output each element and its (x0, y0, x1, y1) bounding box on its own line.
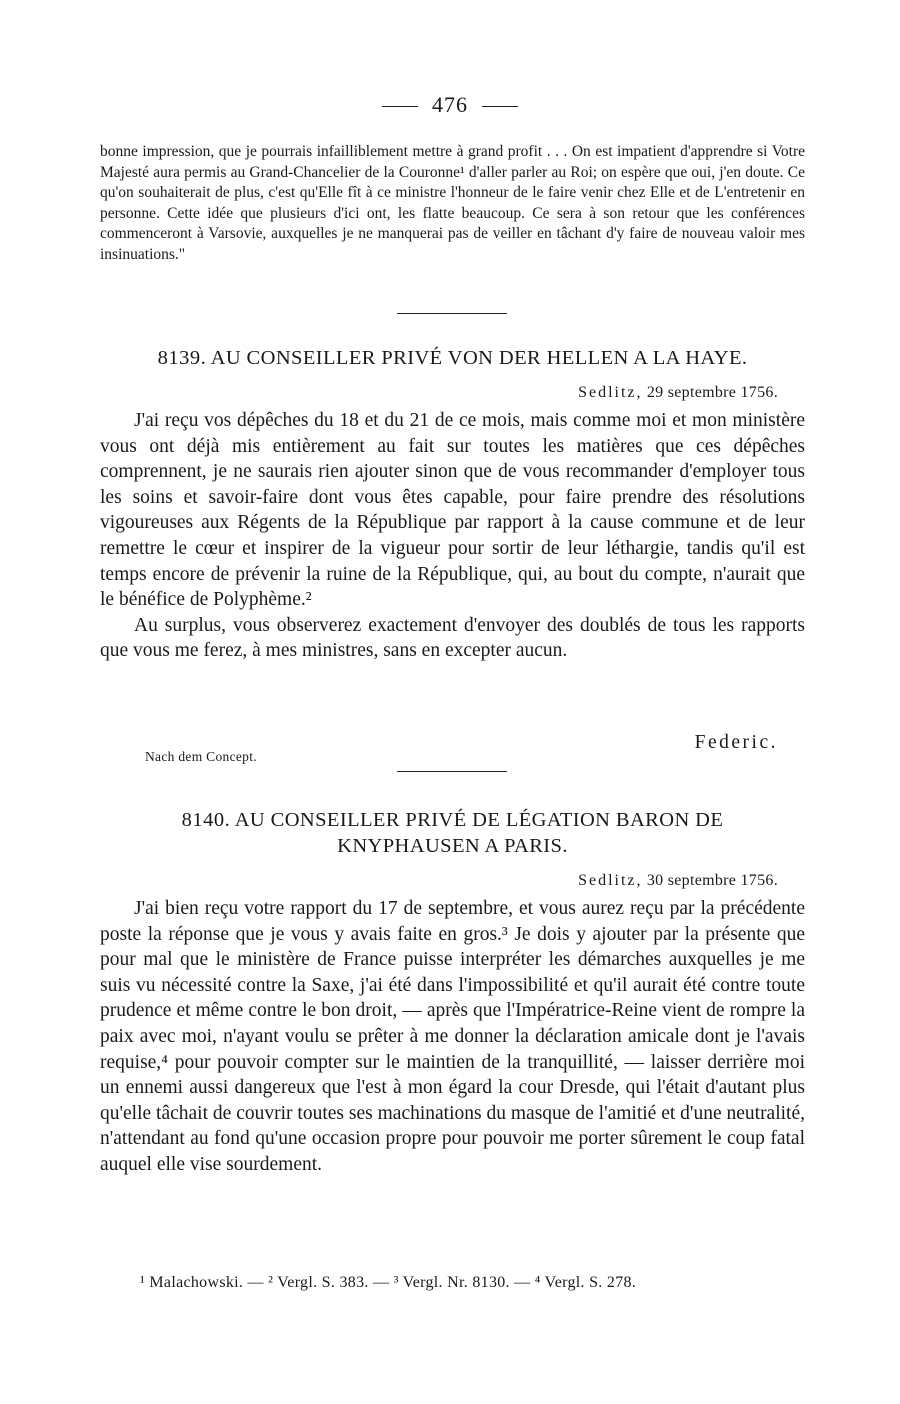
letter-8139-dateline (578, 384, 778, 402)
letter-8139-number: 8139. (157, 347, 207, 369)
page-number-dash-right (482, 106, 518, 107)
letter-8140-place: Sedlitz, (578, 872, 643, 889)
letter-8140-date: 30 septembre 1756. (646, 872, 778, 889)
letter-8139-paragraph-1: J'ai reçu vos dépêches du 18 et du 21 de ce mois, mais comme moi et mon ministère vous ont déjà mis entièrement au fait sur toutes les matières que ces dépêches comprennent, je ne saurais rien ajouter sinon que de vous recommander d'employer tous les soins et savoir-faire dont vous êtes capable, pour faire prendre des résolutions vigoureuses aux Régents de la République par rapport à la cause commune et de leur remettre le cœur et inspirer de la vigueur pour sortir de leur léthargie, tandis qu'il est temps encore de prévenir la ruine de la République, qui, au bout du compte, n'aurait que le bénéfice de Polyphème.² (100, 410, 805, 611)
letter-8140-paragraph-1: J'ai bien reçu votre rapport du 17 de septembre, et vous aurez reçu par la précédente poste la réponse que je vous y avais faite en gros.³ Je dois y ajouter par la présente que pour mal que le ministère de France puisse interpréter les démarches auxquelles je me suis vu nécessité contre la Saxe, j'ai été dans l'impossibilité et qu'il aurait été contre toute prudence et même contre le bon droit, — après que l'Impératrice-Reine vient de rompre la paix avec moi, n'ayant voulu se prêter à me donner la déclaration amicale dont je l'avais requise,⁴ pour pouvoir compter sur le maintien de la tranquillité, — laisser derrière moi un ennemi aussi dangereux que l'est à mon égard la cour Dresde, qui l'était d'autant plus qu'elle tâchait de couvrir toutes ses machinations du masque de l'amitié et d'une neutralité, n'attendant au fond qu'une occasion propre pour pouvoir me porter sûrement le coup fatal auquel elle vise sourdement. (100, 898, 805, 1175)
letter-8140-heading (100, 807, 805, 859)
letter-8140-heading-line-1 (100, 807, 805, 833)
letter-8139-date: 29 septembre 1756. (646, 384, 778, 401)
letter-8140-title-line-1: AU CONSEILLER PRIVÉ DE LÉGATION BARON DE (234, 809, 724, 831)
page-number-text: 476 (432, 92, 468, 117)
letter-8140-title-line-2: KNYPHAUSEN A PARIS. (337, 835, 568, 857)
letter-8140-dateline (578, 872, 778, 890)
letter-8140-number: 8140. (181, 809, 231, 831)
page-number-dash-left (382, 106, 418, 107)
letter-8139-heading (100, 345, 805, 371)
section-divider (397, 771, 507, 772)
letter-8139-signature: Federic. (694, 732, 778, 753)
letter-8139-body (100, 408, 805, 664)
page-number (0, 92, 900, 118)
footnotes: ¹ Malachowski. — ² Vergl. S. 383. — ³ Vergl. Nr. 8130. — ⁴ Vergl. S. 278. (140, 1274, 637, 1291)
intro-paragraph: bonne impression, que je pourrais infailliblement mettre à grand profit . . . On est impatient d'apprendre si Votre Majesté aura permis au Grand-Chancelier de la Couronne¹ d'aller parler au Roi; on espère que oui, j'en doute. Ce qu'on souhaiterait de plus, c'est qu'Elle fît à ce ministre l'honneur de le faire venir chez Elle et de L'entretenir en personne. Cette idée que plusieurs d'ici ont, les flatte beaucoup. Ce sera à son retour que les conférences commenceront à Varsovie, auxquelles je ne manquerai pas de veiller en tâchant d'y faire de nouveau valoir mes insinuations." (100, 143, 805, 263)
letter-8139-source: Nach dem Concept. (145, 749, 257, 764)
letter-8140-body (100, 896, 805, 1178)
section-divider (397, 313, 507, 314)
letter-8139-paragraph-2: Au surplus, vous observerez exactement d'envoyer des doublés de tous les rapports que vous me ferez, à mes ministres, sans en excepter aucun. (100, 614, 805, 662)
letter-8139-title: AU CONSEILLER PRIVÉ VON DER HELLEN A LA HAYE. (210, 347, 748, 369)
letter-8139-place: Sedlitz, (578, 384, 643, 401)
